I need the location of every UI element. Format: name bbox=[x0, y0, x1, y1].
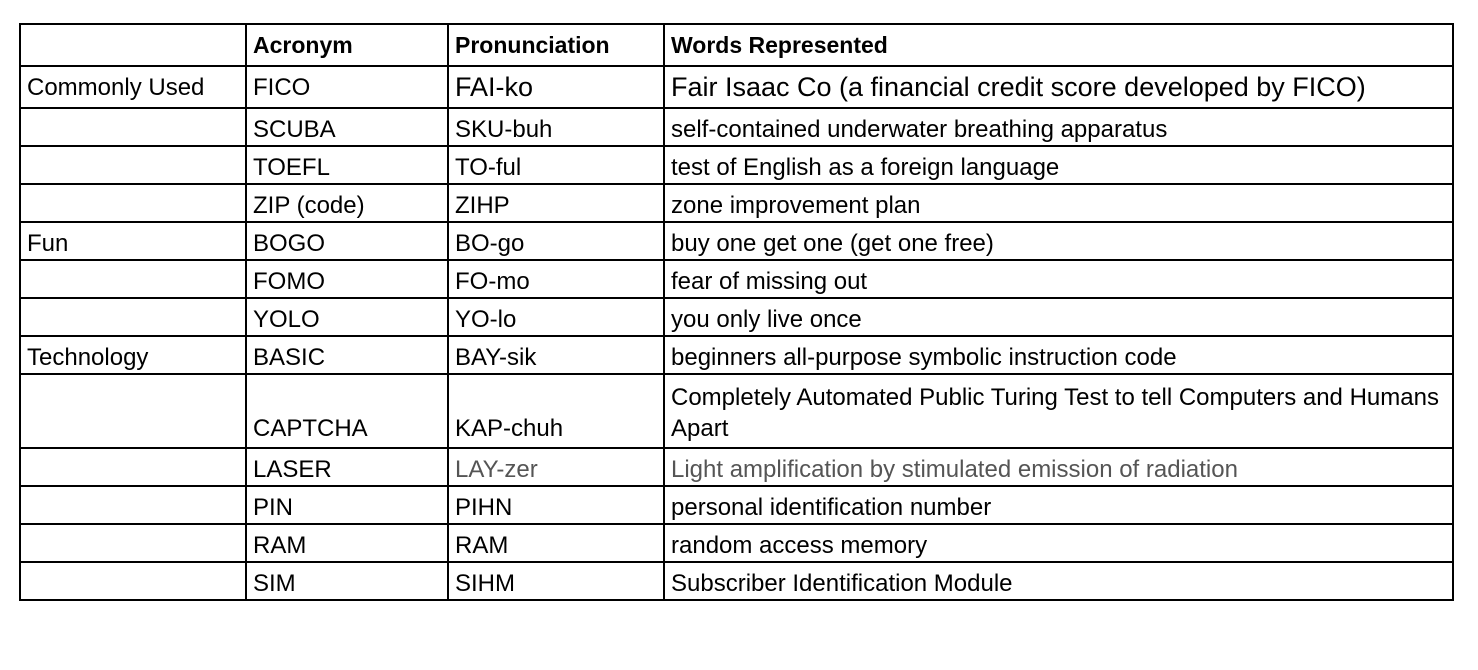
header-acronym: Acronym bbox=[246, 24, 448, 66]
words-cell: Completely Automated Public Turing Test to tell Computers and Humans Apart bbox=[664, 374, 1453, 448]
words-cell: beginners all-purpose symbolic instruction code bbox=[664, 336, 1453, 374]
category-cell bbox=[20, 486, 246, 524]
table-row bbox=[20, 184, 1453, 222]
table-row bbox=[20, 336, 1453, 374]
pronunciation-cell: FO-mo bbox=[448, 260, 664, 298]
header-category bbox=[20, 24, 246, 66]
category-cell bbox=[20, 146, 246, 184]
acronym-cell: SIM bbox=[246, 562, 448, 600]
pronunciation-cell: ZIHP bbox=[448, 184, 664, 222]
category-cell bbox=[20, 260, 246, 298]
pronunciation-cell: BAY-sik bbox=[448, 336, 664, 374]
category-cell bbox=[20, 448, 246, 486]
words-cell: Fair Isaac Co (a financial credit score developed by FICO) bbox=[664, 66, 1453, 108]
acronym-cell: TOEFL bbox=[246, 146, 448, 184]
acronym-cell: YOLO bbox=[246, 298, 448, 336]
acronym-cell: PIN bbox=[246, 486, 448, 524]
pronunciation-cell: BO-go bbox=[448, 222, 664, 260]
table-header bbox=[20, 24, 1453, 66]
acronym-cell: FOMO bbox=[246, 260, 448, 298]
pronunciation-cell: SKU-buh bbox=[448, 108, 664, 146]
words-cell: fear of missing out bbox=[664, 260, 1453, 298]
header-words-represented: Words Represented bbox=[664, 24, 1453, 66]
table-row bbox=[20, 66, 1453, 108]
pronunciation-cell: LAY-zer bbox=[448, 448, 664, 486]
pronunciation-cell: PIHN bbox=[448, 486, 664, 524]
table-row bbox=[20, 146, 1453, 184]
table-row bbox=[20, 486, 1453, 524]
acronym-cell: BOGO bbox=[246, 222, 448, 260]
words-cell: self-contained underwater breathing apparatus bbox=[664, 108, 1453, 146]
table-row bbox=[20, 562, 1453, 600]
category-cell: Fun bbox=[20, 222, 246, 260]
pronunciation-cell: YO-lo bbox=[448, 298, 664, 336]
words-cell: Subscriber Identification Module bbox=[664, 562, 1453, 600]
category-cell bbox=[20, 374, 246, 448]
words-cell: zone improvement plan bbox=[664, 184, 1453, 222]
category-cell bbox=[20, 298, 246, 336]
acronym-cell: RAM bbox=[246, 524, 448, 562]
category-cell bbox=[20, 562, 246, 600]
pronunciation-cell: SIHM bbox=[448, 562, 664, 600]
words-cell: buy one get one (get one free) bbox=[664, 222, 1453, 260]
pronunciation-cell: RAM bbox=[448, 524, 664, 562]
words-cell: test of English as a foreign language bbox=[664, 146, 1453, 184]
acronym-table bbox=[19, 23, 1454, 601]
category-cell bbox=[20, 108, 246, 146]
acronym-cell: BASIC bbox=[246, 336, 448, 374]
category-cell: Technology bbox=[20, 336, 246, 374]
table-row bbox=[20, 298, 1453, 336]
category-cell: Commonly Used bbox=[20, 66, 246, 108]
header-pronunciation: Pronunciation bbox=[448, 24, 664, 66]
pronunciation-cell: TO-ful bbox=[448, 146, 664, 184]
table-body bbox=[20, 66, 1453, 600]
acronym-cell: SCUBA bbox=[246, 108, 448, 146]
words-cell: personal identification number bbox=[664, 486, 1453, 524]
category-cell bbox=[20, 184, 246, 222]
acronym-cell: FICO bbox=[246, 66, 448, 108]
table-row bbox=[20, 260, 1453, 298]
acronym-cell: CAPTCHA bbox=[246, 374, 448, 448]
pronunciation-cell: KAP-chuh bbox=[448, 374, 664, 448]
acronym-cell: ZIP (code) bbox=[246, 184, 448, 222]
pronunciation-cell: FAI-ko bbox=[448, 66, 664, 108]
acronym-cell: LASER bbox=[246, 448, 448, 486]
table-row bbox=[20, 448, 1453, 486]
table-row bbox=[20, 524, 1453, 562]
table-row bbox=[20, 374, 1453, 448]
words-cell: you only live once bbox=[664, 298, 1453, 336]
words-cell: random access memory bbox=[664, 524, 1453, 562]
header-row bbox=[20, 24, 1453, 66]
table-row bbox=[20, 222, 1453, 260]
words-cell: Light amplification by stimulated emission of radiation bbox=[664, 448, 1453, 486]
table-row bbox=[20, 108, 1453, 146]
category-cell bbox=[20, 524, 246, 562]
